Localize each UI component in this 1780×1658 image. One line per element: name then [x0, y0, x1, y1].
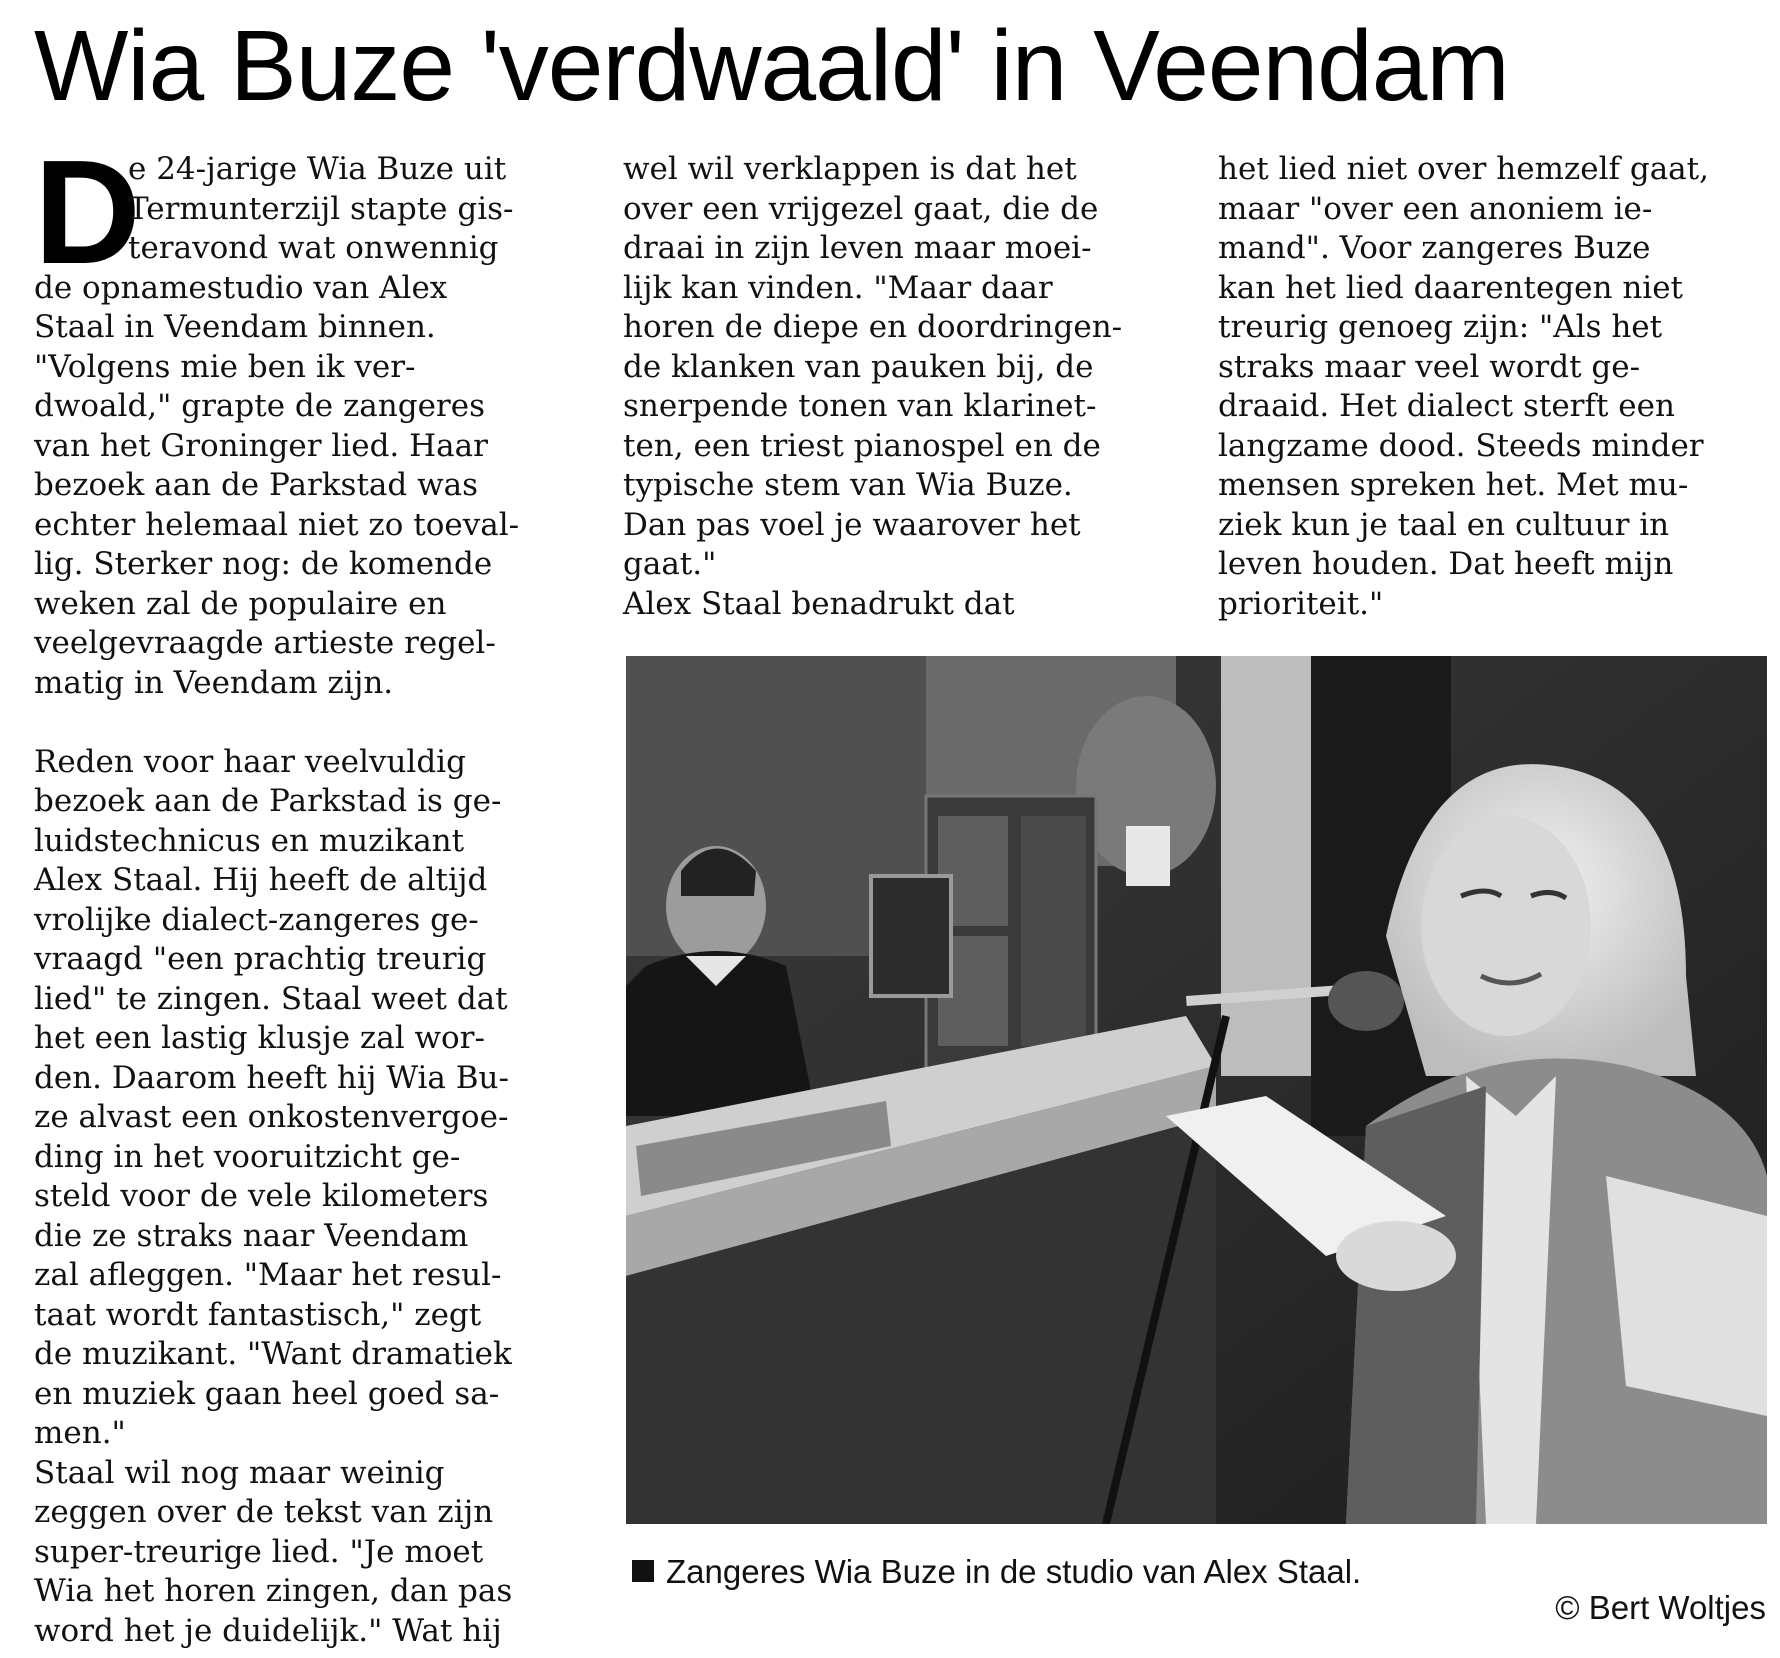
article-line: lig. Sterker nog: de komende	[34, 546, 493, 582]
article-line: de opnamestudio van Alex	[34, 269, 448, 306]
article-line: Staal in Veendam binnen.	[34, 309, 436, 345]
article-line: draaid. Het dialect sterft een	[1218, 388, 1675, 424]
article-line: prioriteit."	[1218, 585, 1384, 622]
article-line: bezoek aan de Parkstad was	[34, 467, 479, 503]
photo-caption	[632, 1552, 1361, 1592]
caption-square-bullet	[632, 1560, 654, 1582]
article-line: word het je duidelijk." Wat hij	[34, 1612, 502, 1649]
article-line: zal afleggen. "Maar het resul-	[34, 1257, 502, 1293]
article-line: langzame dood. Steeds minder	[1218, 427, 1704, 464]
article-line: straks maar veel wordt ge-	[1218, 348, 1641, 385]
article-column-1	[34, 130, 594, 1651]
article-line: van het Groninger lied. Haar	[34, 427, 488, 464]
article-line: veelgevraagde artieste regel-	[34, 625, 496, 661]
article-line: ziek kun je taal en cultuur in	[1218, 506, 1670, 543]
article-line: "Volgens mie ben ik ver-	[34, 348, 416, 385]
article-line: maar "over een anoniem ie-	[1218, 190, 1653, 227]
article-line: bezoek aan de Parkstad is ge-	[34, 783, 502, 819]
article-line: vrolijke dialect-zangeres ge-	[34, 901, 479, 938]
article-line: Termunterzijl stapte gis-	[128, 190, 514, 227]
article-line: de muzikant. "Want dramatiek	[34, 1336, 512, 1372]
article-line: gaat."	[623, 546, 717, 582]
drop-cap: D	[34, 130, 141, 295]
photo-credit: © Bert Woltjes	[1555, 1589, 1766, 1626]
article-line: draai in zijn leven maar moei-	[623, 230, 1092, 266]
caption-text: Zangeres Wia Buze in de studio van Alex Staal.	[666, 1553, 1362, 1590]
article-line: weken zal de populaire en	[34, 585, 447, 622]
article-line: wel wil verklappen is dat het	[623, 151, 1077, 187]
article-line: matig in Veendam zijn.	[34, 664, 394, 701]
article-line: Alex Staal benadrukt dat	[623, 585, 1015, 622]
article-line: leven houden. Dat heeft mijn	[1218, 546, 1674, 582]
article-line: dwoald," grapte de zangeres	[34, 388, 485, 424]
article-line: ten, een triest pianospel en de	[623, 427, 1101, 464]
article-line: mensen spreken het. Met mu-	[1218, 467, 1689, 503]
article-line: die ze straks naar Veendam	[34, 1217, 469, 1254]
article-line: en muziek gaan heel goed sa-	[34, 1375, 500, 1412]
article-line: taat wordt fantastisch," zegt	[34, 1296, 482, 1333]
article-line: lijk kan vinden. "Maar daar	[623, 269, 1053, 306]
article-line: Staal wil nog maar weinig	[34, 1454, 445, 1491]
headline: Wia Buze 'verdwaald' in Veendam	[34, 10, 1509, 122]
article-line: het een lastig klusje zal wor-	[34, 1020, 485, 1056]
article-line: kan het lied daarentegen niet	[1218, 269, 1684, 306]
article-line: men."	[34, 1415, 126, 1451]
article-line: de klanken van pauken bij, de	[623, 348, 1094, 385]
article-line: zeggen over de tekst van zijn	[34, 1494, 494, 1530]
article-line: lied" te zingen. Staal weet dat	[34, 980, 508, 1017]
article-line: vraagd "een prachtig treurig	[34, 941, 487, 977]
article-line: treurig genoeg zijn: "Als het	[1218, 309, 1663, 345]
article-line: Alex Staal. Hij heeft de altijd	[34, 862, 488, 898]
article-column-2	[623, 150, 1183, 624]
article-line	[34, 703, 594, 743]
article-line: Wia het horen zingen, dan pas	[34, 1573, 513, 1609]
article-line: e 24-jarige Wia Buze uit	[128, 151, 507, 187]
article-line: luidstechnicus en muzikant	[34, 822, 465, 859]
article-column-3	[1218, 150, 1758, 624]
article-line: super-treurige lied. "Je moet	[34, 1533, 484, 1570]
article-line: over een vrijgezel gaat, die de	[623, 190, 1099, 227]
article-line: snerpende tonen van klarinet-	[623, 388, 1097, 424]
article-line: typische stem van Wia Buze.	[623, 467, 1073, 503]
article-line: ze alvast een onkostenvergoe-	[34, 1099, 509, 1135]
article-line: steld voor de vele kilometers	[34, 1178, 489, 1214]
article-line: Dan pas voel je waarover het	[623, 506, 1081, 543]
article-line: Reden voor haar veelvuldig	[34, 743, 466, 780]
article-line: teravond wat onwennig	[128, 230, 499, 266]
studio-photo	[626, 656, 1767, 1524]
article-line: ding in het vooruitzicht ge-	[34, 1138, 461, 1175]
article-line: mand". Voor zangeres Buze	[1218, 230, 1651, 266]
article-line: echter helemaal niet zo toeval-	[34, 506, 520, 543]
article-line: horen de diepe en doordringen-	[623, 309, 1123, 345]
article-line: den. Daarom heeft hij Wia Bu-	[34, 1059, 509, 1096]
article-line: het lied niet over hemzelf gaat,	[1218, 151, 1709, 187]
